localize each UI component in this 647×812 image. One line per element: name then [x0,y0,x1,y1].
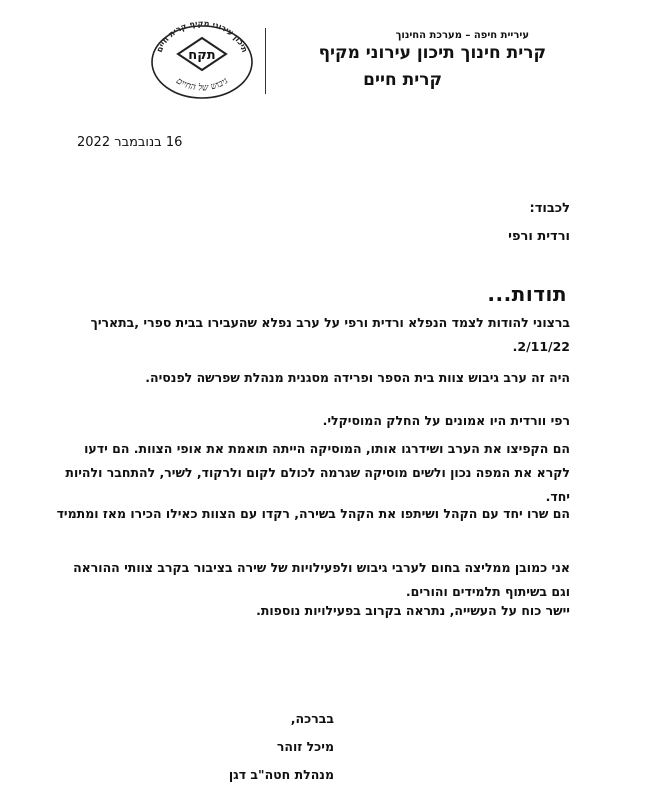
paragraph-2: היה זה ערב גיבוש צוות בית הספר ופרידה מסגנית מנהלת שפרשה לפנסיה. [145,370,570,385]
logo-ring-text: תיכון עירוני מקיף קרית חיים [154,18,250,54]
letter-date: 16 בנובמבר 2022 [77,135,183,150]
letter-heading: תודות... [487,282,567,306]
paragraph-3: רפי וורדית היו אמונים על החלק המוסיקלי. [322,413,570,428]
school-name: קרית חינוך תיכון עירוני מקיף [318,43,546,63]
logo-bottom-text: גיבוש של החיים [174,76,231,94]
school-location: קרית חיים [363,70,442,90]
recipient-name: ורדית ורפי [508,229,570,244]
school-logo [146,18,258,100]
signer-name: מיכל זוהר [276,739,334,754]
logo-center-text: תקח [188,48,216,63]
paragraph-6: אני כמובן ממליצה בחום לערבי גיבוש ולפעילויות של שירה בציבור בקרב צוותי ההוראה וגם בשיתוף תלמידים והורים. [73,560,570,599]
paragraph-7: יישר כוח על העשייה, נתראה בקרוב בפעילויות נוספות. [256,603,570,618]
svg-text:גיבוש של החיים [174,76,230,93]
paragraph-4: הם הקפיצו את הערב ושידרגו אותו, המוסיקה הייתה תואמת את אופי הצוות. הם ידעו לקרא את המפה נכון ולשים מוסיקה שגרמה לכולם לקום ולרקוד, לשיר, להתחבר ולהיות יחד. [65,441,570,504]
signer-title: מנהלת חטה"ב דגן [228,767,334,782]
paragraph-5: הם שרו יחד עם הקהל ושיתפו את הקהל בשירה, רקדו עם הצוות כאילו הכירו מאז ומתמיד [56,506,570,521]
paragraph-1: ברצוני להודות לצמד הנפלא ורדית ורפי על ערב נפלא שהעבירו בבית ספרי ,בתאריך 2/11/22. [90,315,570,354]
recipient-label: לכבוד: [529,201,570,216]
org-line: עיריית חיפה – מערכת החינוך [395,30,529,41]
closing-line: בברכה, [290,711,334,726]
